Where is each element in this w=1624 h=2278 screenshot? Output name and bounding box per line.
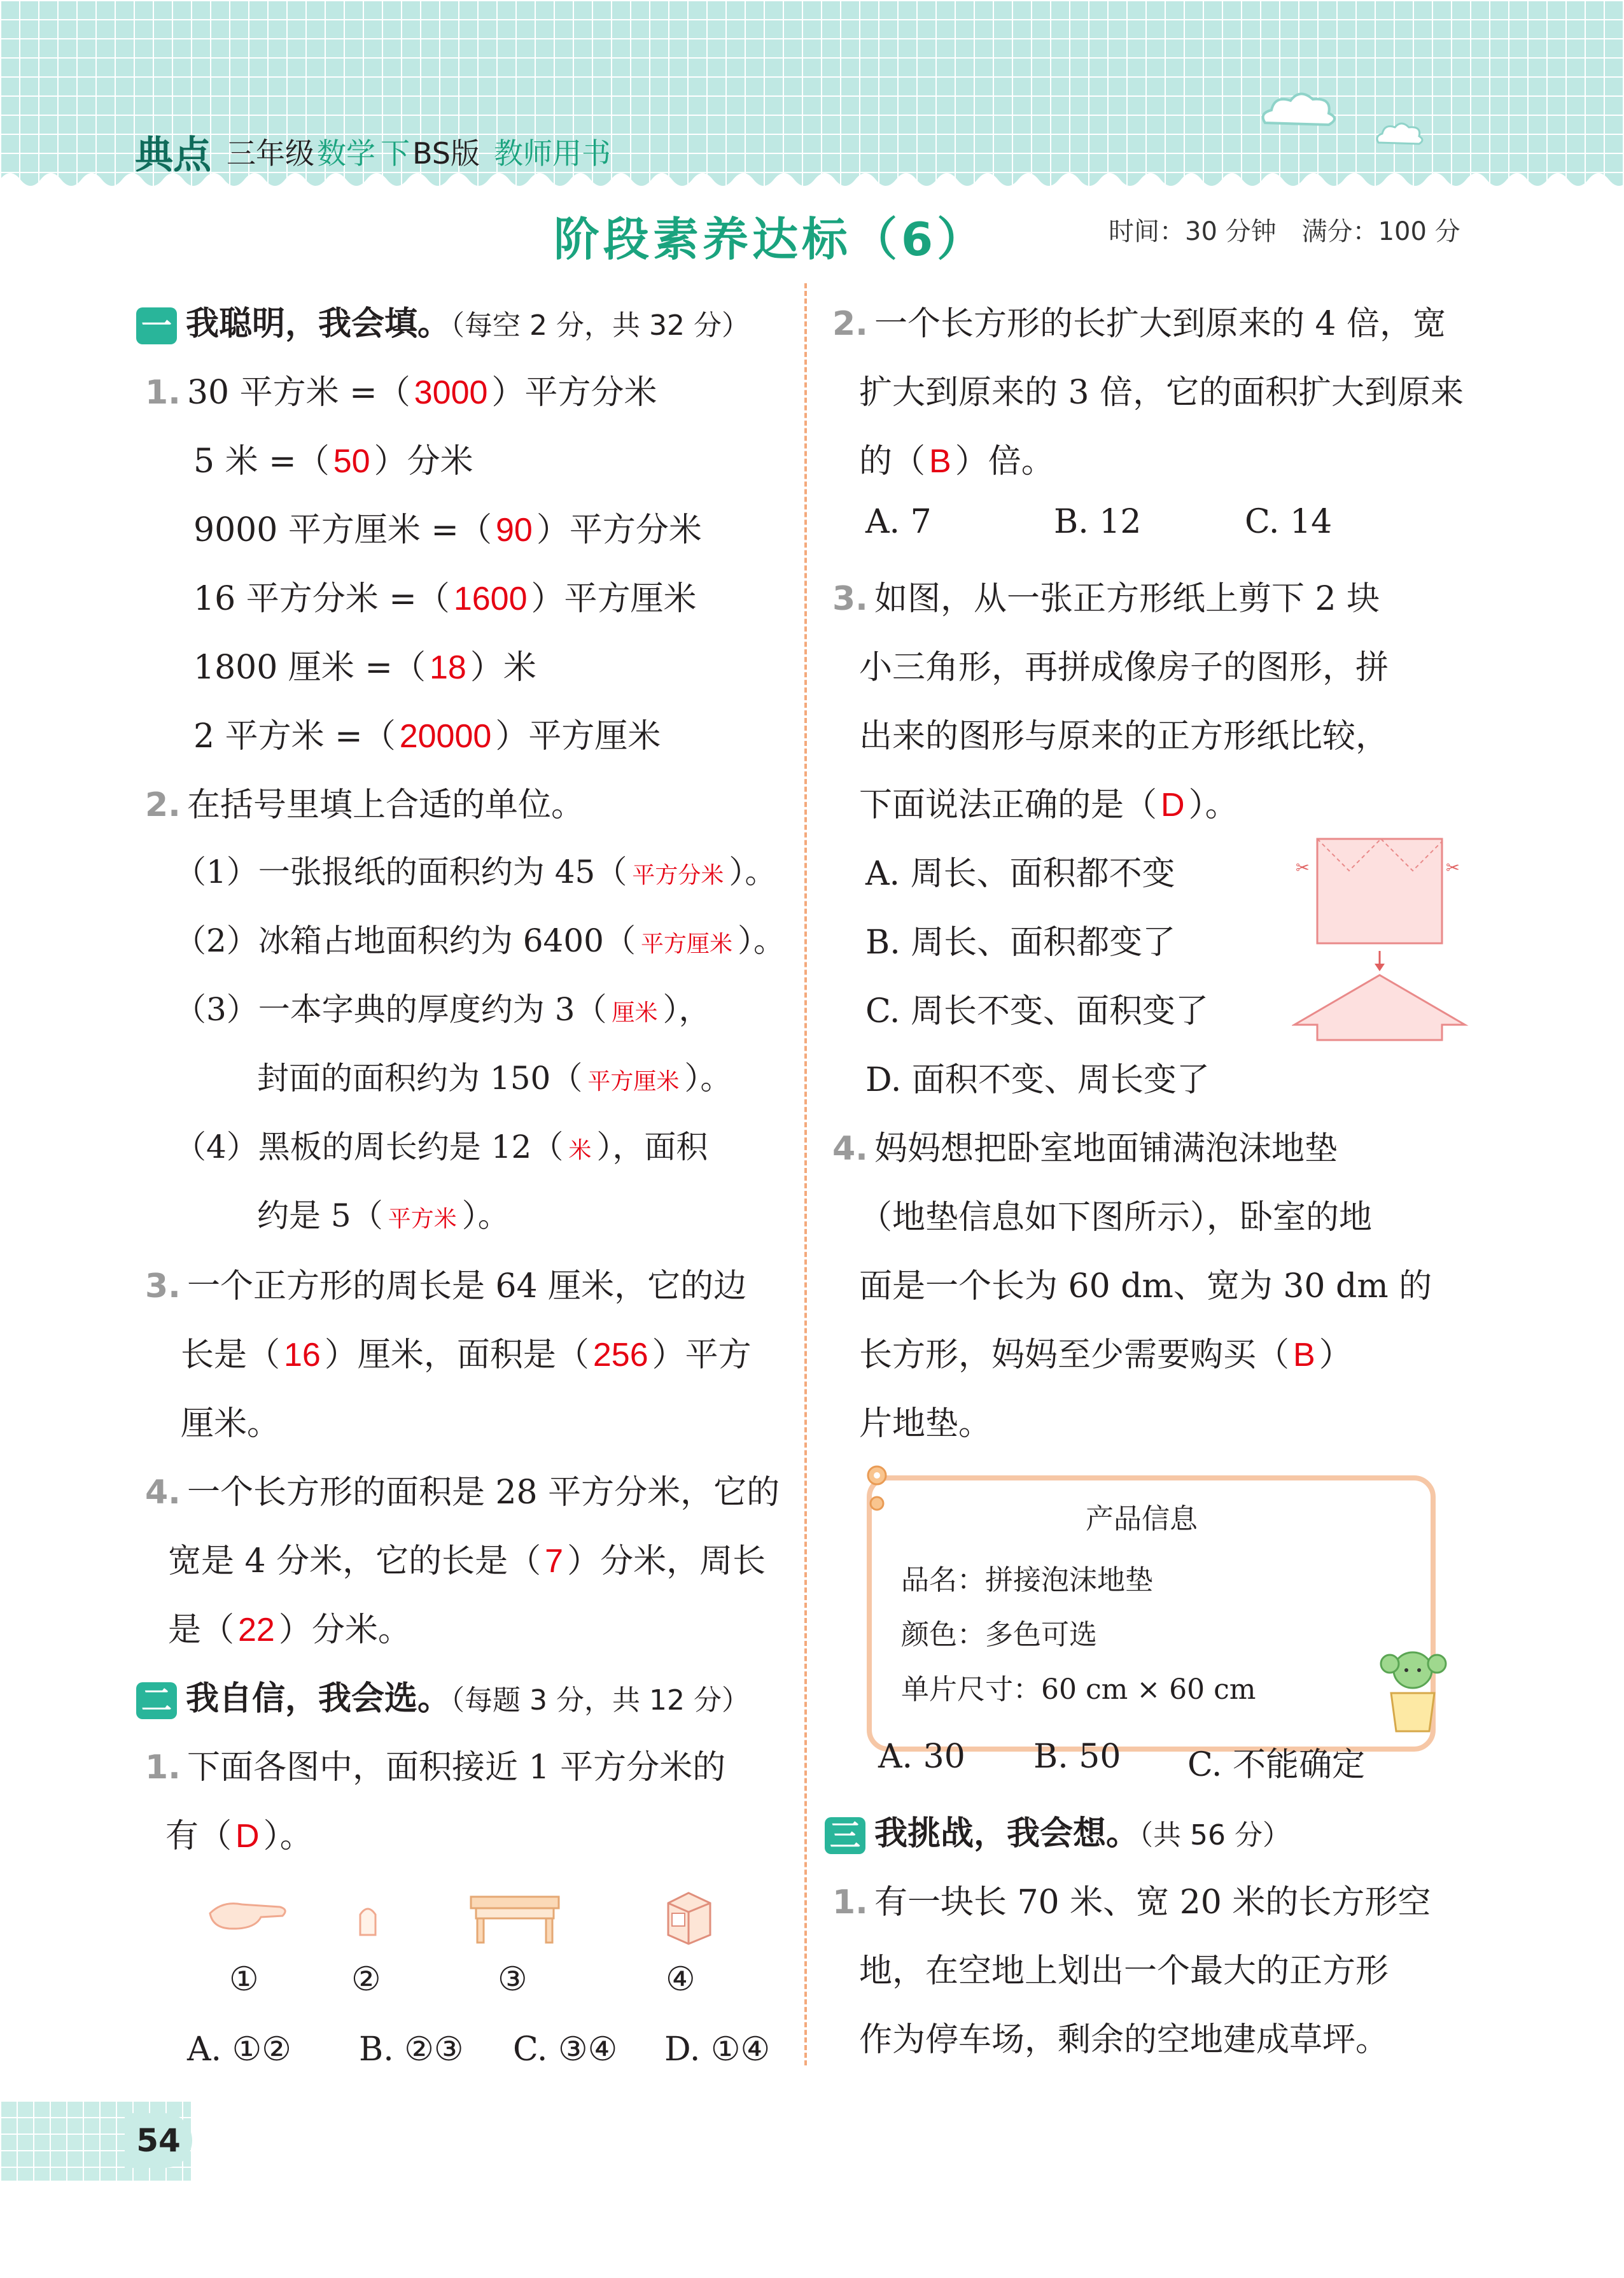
text: ）平方分米 xyxy=(491,374,657,412)
question-number: 3. xyxy=(145,1267,181,1305)
text: 的（ xyxy=(859,442,926,481)
text: 一个长方形的长扩大到原来的 4 倍，宽 xyxy=(874,305,1446,343)
option: C. ③④ xyxy=(513,2030,618,2069)
question-line xyxy=(174,984,711,1030)
question-line xyxy=(859,434,1054,482)
question-line xyxy=(145,365,657,413)
question-line xyxy=(168,1534,766,1582)
text: 16 平方分米 =（ xyxy=(193,580,450,618)
question-number: 4. xyxy=(832,1130,868,1168)
text: ）平方厘米 xyxy=(531,580,697,618)
page-title: 阶段素养达标（6） xyxy=(554,213,987,266)
question-line xyxy=(859,1396,991,1444)
answer: 厘米 xyxy=(612,999,658,1025)
section-note: （共 56 分） xyxy=(1139,1819,1291,1852)
section-badge: 一 xyxy=(136,307,177,344)
question-line xyxy=(859,365,1464,413)
text: ）厘米，面积是（ xyxy=(324,1336,589,1374)
text: 面是一个长为 60 dm、宽为 30 dm 的 xyxy=(859,1267,1432,1305)
question-line xyxy=(174,1121,708,1167)
picture-label: ③ xyxy=(498,1960,528,1999)
section-note: （每题 3 分，共 12 分） xyxy=(451,1684,750,1717)
option: B. ②③ xyxy=(359,2030,464,2069)
question-line xyxy=(193,640,536,688)
answer: 米 xyxy=(568,1137,592,1163)
fingernail-icon xyxy=(356,1903,379,1936)
option: C. 不能确定 xyxy=(1187,1746,1365,1784)
svg-text:✂: ✂ xyxy=(1296,859,1310,878)
card-line: 品名：拼接泡沫地垫 xyxy=(901,1564,1153,1596)
section-badge: 二 xyxy=(136,1682,177,1719)
header-book: 教师用书 xyxy=(494,136,611,171)
question-number: 2. xyxy=(832,305,868,343)
header-term: 下 xyxy=(381,136,410,171)
column-divider xyxy=(804,283,807,2065)
text: （3）一本字典的厚度约为 3（ xyxy=(174,991,607,1028)
question-number: 1. xyxy=(145,1748,181,1787)
card-title: 产品信息 xyxy=(1086,1503,1198,1535)
text: 约是 5（ xyxy=(257,1197,383,1234)
section-3-heading xyxy=(825,1806,1291,1854)
question-line xyxy=(257,1053,732,1099)
question-line xyxy=(859,1190,1372,1238)
answer: 20000 xyxy=(399,718,492,755)
question-line xyxy=(193,503,702,551)
text: 厘米。 xyxy=(181,1405,281,1443)
section-title: 我自信，我会选。 xyxy=(186,1680,451,1718)
section-2-heading xyxy=(136,1671,750,1719)
text: 是（ xyxy=(168,1611,235,1649)
option: A. ①② xyxy=(187,2030,291,2069)
text: 一个长方形的面积是 28 平方分米，它的 xyxy=(186,1473,780,1512)
text: ）平方厘米 xyxy=(495,717,661,756)
section-note: （每空 2 分，共 32 分） xyxy=(451,309,750,342)
text: 1800 厘米 =（ xyxy=(193,649,426,687)
text: 小三角形，再拼成像房子的图形，拼 xyxy=(859,649,1389,687)
answer: 7 xyxy=(545,1543,564,1580)
header-edition: BS版 xyxy=(412,136,480,171)
text: 封面的面积约为 150（ xyxy=(257,1060,583,1097)
text: （1）一张报纸的面积约为 45（ xyxy=(174,854,627,890)
question-line xyxy=(859,1259,1432,1307)
text: 30 平方米 =（ xyxy=(186,374,410,412)
question-line xyxy=(174,915,785,961)
question-line xyxy=(859,2013,1389,2060)
svg-text:✂: ✂ xyxy=(1446,859,1460,878)
option: B. 周长、面积都变了 xyxy=(865,924,1176,962)
section-title: 我挑战，我会想。 xyxy=(874,1815,1140,1853)
text: （4）黑板的周长约是 12（ xyxy=(174,1128,564,1165)
answer: 平方分米 xyxy=(632,862,724,888)
text: ）平方分米 xyxy=(536,511,702,549)
question-line xyxy=(174,847,776,892)
answer: B xyxy=(1293,1337,1315,1374)
square-to-house-figure xyxy=(1292,834,1476,1044)
option: D. 面积不变、周长变了 xyxy=(865,1061,1210,1099)
option: A. 7 xyxy=(865,503,932,541)
question-line xyxy=(832,1121,1338,1169)
text: 妈妈想把卧室地面铺满泡沫地垫 xyxy=(874,1130,1338,1168)
cactus-icon xyxy=(1378,1642,1448,1738)
text: ）倍。 xyxy=(955,442,1054,481)
text: ），面积 xyxy=(596,1128,708,1165)
answer: 90 xyxy=(495,512,533,549)
picture-label: ② xyxy=(351,1960,381,1999)
text: ）。 xyxy=(684,1060,732,1097)
picture-label: ④ xyxy=(666,1960,696,1999)
question-line xyxy=(859,709,1389,757)
question-line xyxy=(168,1603,411,1650)
question-line xyxy=(859,640,1389,688)
text: 地，在空地上划出一个最大的正方形 xyxy=(859,1952,1389,1990)
text: ）分米 xyxy=(374,442,473,481)
question-line xyxy=(145,778,584,826)
option: D. ①④ xyxy=(664,2030,771,2069)
card-line: 单片尺寸：60 cm × 60 cm xyxy=(901,1673,1256,1706)
question-line xyxy=(832,297,1446,344)
text: ）平方 xyxy=(652,1336,752,1374)
section-1-heading xyxy=(136,297,750,344)
option: B. 12 xyxy=(1054,503,1142,541)
question-number: 3. xyxy=(832,580,868,618)
answer: 平方米 xyxy=(388,1206,457,1232)
question-line xyxy=(181,1396,280,1444)
section-title: 我聪明，我会填。 xyxy=(186,305,451,343)
answer: 平方厘米 xyxy=(640,931,732,957)
question-line xyxy=(145,1465,780,1513)
text: 有（ xyxy=(165,1817,232,1855)
page-number: 54 xyxy=(125,2113,192,2168)
answer: 18 xyxy=(429,649,466,686)
section-badge: 三 xyxy=(825,1817,865,1854)
text: 在括号里填上合适的单位。 xyxy=(186,786,584,824)
text: 出来的图形与原来的正方形纸比较， xyxy=(859,717,1389,756)
text: 有一块长 70 米、宽 20 米的长方形空 xyxy=(874,1883,1431,1922)
text: ）。 xyxy=(1188,786,1238,824)
text: ）， xyxy=(662,991,711,1028)
header-subject: 数学 xyxy=(317,136,375,171)
question-line xyxy=(193,434,473,482)
text: 如图，从一张正方形纸上剪下 2 块 xyxy=(874,580,1380,618)
box-icon xyxy=(662,1884,715,1945)
question-line xyxy=(859,1328,1352,1375)
text: ）分米，周长 xyxy=(567,1542,766,1580)
header-grade: 三年级 xyxy=(227,136,314,171)
question-number: 1. xyxy=(832,1883,868,1922)
text: 9000 平方厘米 =（ xyxy=(193,511,492,549)
question-number: 4. xyxy=(145,1473,181,1512)
text: 下面说法正确的是（ xyxy=(859,786,1158,824)
option: A. 周长、面积都不变 xyxy=(865,855,1175,893)
question-number: 1. xyxy=(145,374,181,412)
question-line xyxy=(181,1328,752,1375)
text: （地垫信息如下图所示），卧室的地 xyxy=(859,1199,1373,1237)
flower-icon xyxy=(863,1464,895,1515)
text: ）米 xyxy=(470,649,536,687)
text: 一个正方形的周长是 64 厘米，它的边 xyxy=(186,1267,747,1305)
answer: 16 xyxy=(284,1337,321,1374)
card-line: 颜色：多色可选 xyxy=(901,1619,1097,1651)
question-line xyxy=(145,1740,725,1788)
answer: D xyxy=(1161,787,1185,824)
cloud-icon xyxy=(1375,120,1425,148)
answer: B xyxy=(929,443,951,480)
text: 宽是 4 分米，它的长是（ xyxy=(168,1542,542,1580)
question-line xyxy=(193,709,661,757)
question-line xyxy=(832,1875,1431,1923)
text: ） xyxy=(1319,1336,1352,1374)
picture-label: ① xyxy=(229,1960,259,1999)
text: 扩大到原来的 3 倍，它的面积扩大到原来 xyxy=(859,374,1464,412)
answer: 3000 xyxy=(414,374,488,411)
question-line xyxy=(859,778,1238,826)
text: 5 米 =（ xyxy=(193,442,330,481)
text: ）。 xyxy=(461,1197,510,1234)
question-line xyxy=(832,572,1380,619)
answer: 22 xyxy=(238,1612,275,1649)
answer: 平方厘米 xyxy=(587,1068,680,1094)
question-line xyxy=(193,572,697,619)
text: 长是（ xyxy=(181,1336,281,1374)
exam-meta: 时间：30 分钟 满分：100 分 xyxy=(1109,217,1460,246)
text: 下面各图中，面积接近 1 平方分米的 xyxy=(186,1748,726,1787)
logo: 典点 xyxy=(135,133,211,178)
option: C. 周长不变、面积变了 xyxy=(865,992,1208,1030)
question-line xyxy=(859,1944,1389,1992)
text: 2 平方米 =（ xyxy=(193,717,396,756)
text: 长方形，妈妈至少需要购买（ xyxy=(859,1336,1290,1374)
answer: 256 xyxy=(592,1337,648,1374)
option: C. 14 xyxy=(1245,503,1333,541)
text: ）。 xyxy=(737,922,785,959)
answer: D xyxy=(235,1818,260,1855)
text: ）。 xyxy=(729,854,777,890)
answer: 1600 xyxy=(453,580,528,617)
table-icon xyxy=(467,1892,563,1945)
text: （2）冰箱占地面积约为 6400（ xyxy=(174,922,636,959)
text: 片地垫。 xyxy=(859,1405,992,1443)
option: B. 50 xyxy=(1033,1738,1121,1776)
cloud-icon xyxy=(1259,88,1341,132)
answer: 50 xyxy=(333,443,370,480)
question-number: 2. xyxy=(145,786,181,824)
question-line xyxy=(145,1259,746,1307)
text: 作为停车场，剩余的空地建成草坪。 xyxy=(859,2021,1389,2059)
question-line xyxy=(165,1809,313,1857)
product-info-card xyxy=(867,1475,1436,1752)
question-line xyxy=(257,1190,510,1236)
text: ）。 xyxy=(263,1817,313,1855)
option: A. 30 xyxy=(878,1738,965,1776)
hand-icon xyxy=(204,1888,293,1939)
text: ）分米。 xyxy=(278,1611,411,1649)
